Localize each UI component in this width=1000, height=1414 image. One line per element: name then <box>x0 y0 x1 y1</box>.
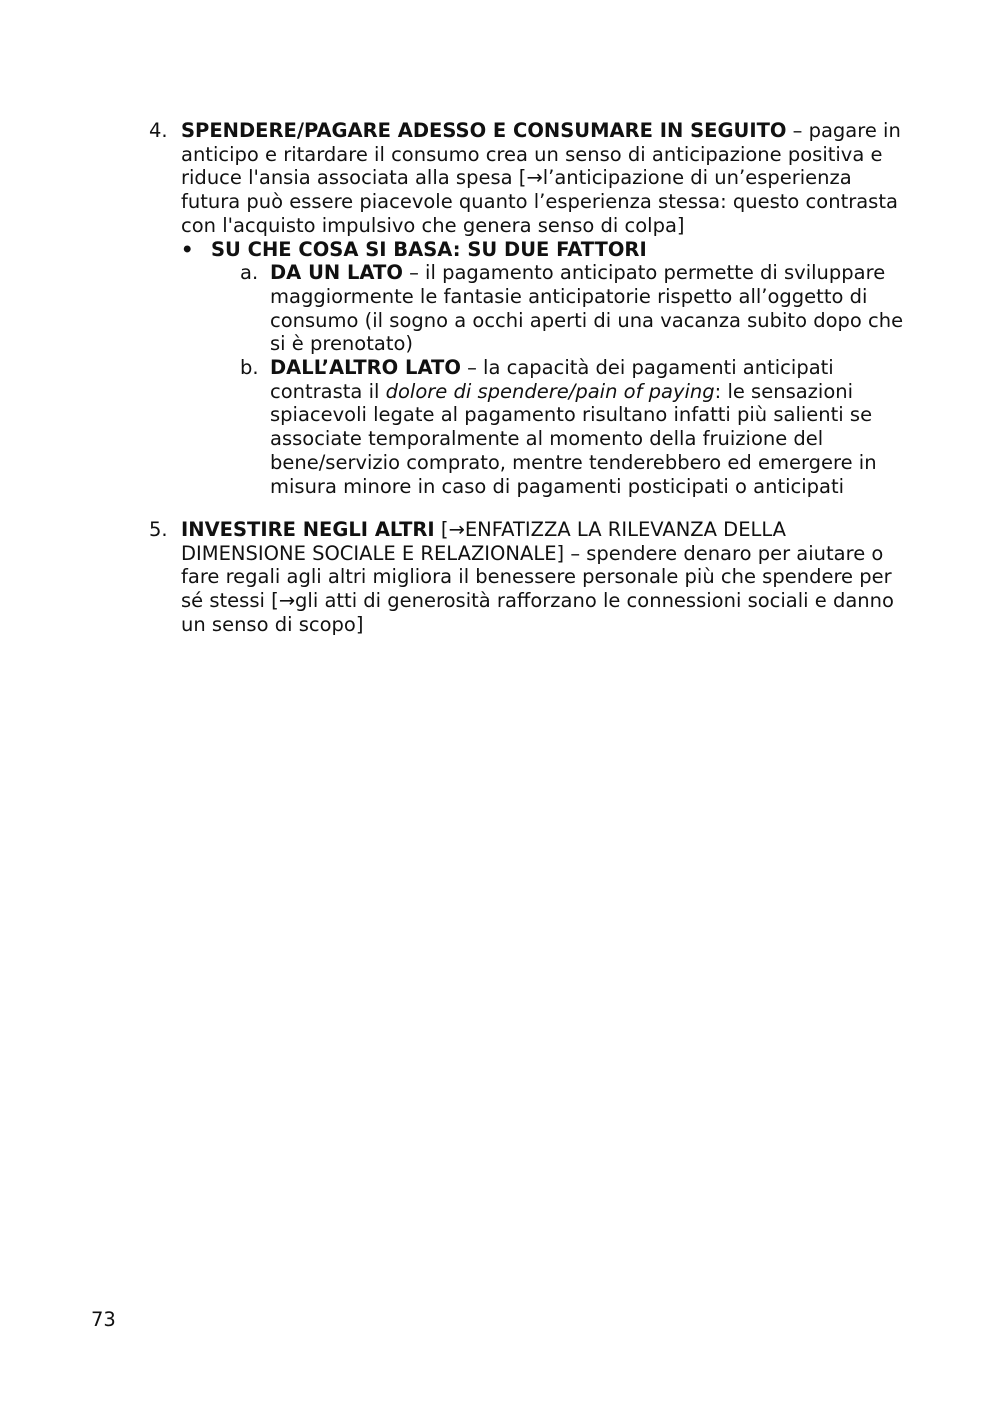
list-item-body <box>181 518 916 637</box>
item-text: – pagare in anticipo e ritardare il consumo crea un senso di anticipazione positiva e riduce l'ansia associata alla spesa [→l’anticipazione di un’esperienza futura può essere piacevole quanto l’esperienza stessa: questo contrasta con l'acquisto impulsivo che genera senso di colpa] <box>181 119 901 237</box>
sub-item-a <box>240 261 916 356</box>
page-number: 73 <box>91 1308 116 1331</box>
sub-text: : le sensazioni spiacevoli legate al pagamento risultano infatti più salienti se associate temporalmente al momento della fruizione del bene/servizio comprato, mentre tenderebbero ed emergere in misura minore in caso di pagamenti posticipati o anticipati <box>270 379 877 498</box>
item-text: [→ENFATIZZA LA RILEVANZA DELLA DIMENSIONE SOCIALE E RELAZIONALE] – spendere denaro per aiutare o fare regali agli altri migliora il benessere personale più che spendere per sé stessi [→gli atti di generosità rafforzano le connessioni sociali e danno un senso di scopo] <box>181 518 894 636</box>
sub-italic: dolore di spendere/pain of paying <box>385 379 715 403</box>
list-item-5 <box>149 518 916 637</box>
sub-letter: a. <box>240 261 259 285</box>
sub-heading: DALL’ALTRO LATO <box>270 356 461 380</box>
list-number: 4. <box>149 119 168 142</box>
item-heading: SPENDERE/PAGARE ADESSO E CONSUMARE IN SEGUITO <box>181 119 787 142</box>
item-heading: INVESTIRE NEGLI ALTRI <box>181 518 435 541</box>
list-number: 5. <box>149 518 168 541</box>
bullet-icon: • <box>181 237 194 261</box>
bullet-heading: SU CHE COSA SI BASA: SU DUE FATTORI <box>211 237 647 261</box>
sub-item-b <box>240 356 916 498</box>
sub-letter: b. <box>240 356 259 380</box>
sub-heading: DA UN LATO <box>270 261 403 285</box>
sub-text: – il pagamento anticipato permette di sviluppare maggiormente le fantasie anticipatorie rispetto all’oggetto di consumo (il sogno a occhi aperti di una vacanza subito dopo che si è prenotato) <box>270 261 904 356</box>
list-item-body <box>181 119 916 238</box>
sub-text: – la capacità dei pagamenti anticipati contrasta il <box>270 356 834 403</box>
list-item-4 <box>149 119 916 498</box>
bullet-block <box>181 237 916 499</box>
sub-list <box>240 261 916 498</box>
